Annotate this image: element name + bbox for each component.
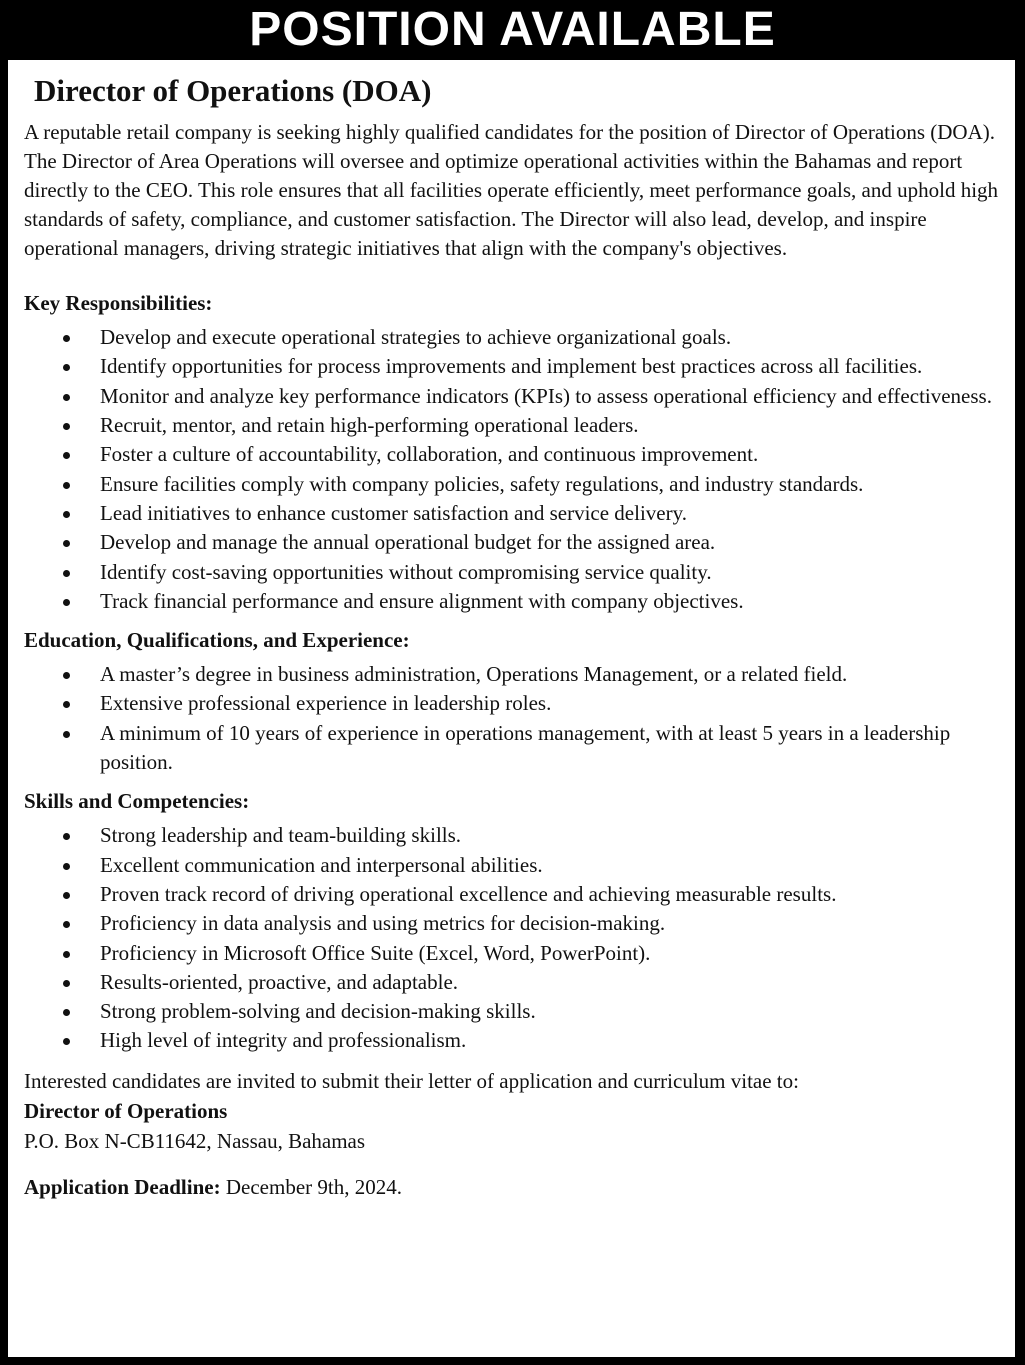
responsibilities-list [24,323,1000,616]
application-deadline [24,1172,1000,1202]
list-item: Develop and manage the annual operational budget for the assigned area. [24,528,1000,557]
list-item: Identify cost-saving opportunities without compromising service quality. [24,558,1000,587]
list-item: Monitor and analyze key performance indicators (KPIs) to assess operational efficiency and effectiveness. [24,382,1000,411]
list-item: Strong leadership and team-building skills. [24,821,1000,850]
deadline-label: Application Deadline: [24,1174,221,1199]
responsibilities-section [24,289,1000,616]
skills-section [24,787,1000,1055]
list-item: Proven track record of driving operational excellence and achieving measurable results. [24,880,1000,909]
list-item: Proficiency in data analysis and using metrics for decision-making. [24,909,1000,938]
list-item: Proficiency in Microsoft Office Suite (Excel, Word, PowerPoint). [24,939,1000,968]
deadline-date: December 9th, 2024. [225,1174,402,1199]
list-item: Lead initiatives to enhance customer satisfaction and service delivery. [24,499,1000,528]
intro-paragraph: A reputable retail company is seeking highly qualified candidates for the position of Director of Operations (DOA). The Director of Area Operations will oversee and optimize operational activities within the Bahamas and report directly to the CEO. This role ensures that all facilities operate efficiently, meet performance goals, and uphold high standards of safety, compliance, and customer satisfaction. The Director will also lead, develop, and inspire operational managers, driving strategic initiatives that align with the company's objectives. [24,120,999,261]
list-item: A master’s degree in business administration, Operations Management, or a related field. [24,660,1000,689]
list-item: A minimum of 10 years of experience in operations management, with at least 5 years in a leadership position. [24,719,1000,778]
posting-panel [8,60,1015,1357]
skills-list [24,821,1000,1055]
invite-text: Interested candidates are invited to submit their letter of application and curriculum vitae to: [24,1068,799,1093]
education-list [24,660,1000,777]
list-item: Excellent communication and interpersonal abilities. [24,851,1000,880]
education-heading: Education, Qualifications, and Experience: [24,628,410,653]
responsibilities-heading: Key Responsibilities: [24,291,213,316]
mailing-address: P.O. Box N-CB11642, Nassau, Bahamas [24,1128,366,1153]
education-section [24,626,1000,777]
list-item: Results-oriented, proactive, and adaptable. [24,968,1000,997]
application-instructions [24,1066,1000,1156]
list-item: Identify opportunities for process improvements and implement best practices across all facilities. [24,352,1000,381]
list-item: Strong problem-solving and decision-making skills. [24,997,1000,1026]
list-item: Ensure facilities comply with company policies, safety regulations, and industry standards. [24,470,1000,499]
skills-heading: Skills and Competencies: [24,789,250,814]
job-title: Director of Operations (DOA) [34,73,432,108]
list-item: Recruit, mentor, and retain high-performing operational leaders. [24,411,1000,440]
list-item: Develop and execute operational strategies to achieve organizational goals. [24,323,1000,352]
list-item: Foster a culture of accountability, collaboration, and continuous improvement. [24,440,1000,469]
list-item: Extensive professional experience in leadership roles. [24,689,1000,718]
list-item: Track financial performance and ensure alignment with company objectives. [24,587,1000,616]
list-item: High level of integrity and professionalism. [24,1026,1000,1055]
recipient-name: Director of Operations [24,1098,228,1123]
banner-heading: POSITION AVAILABLE [249,3,776,56]
